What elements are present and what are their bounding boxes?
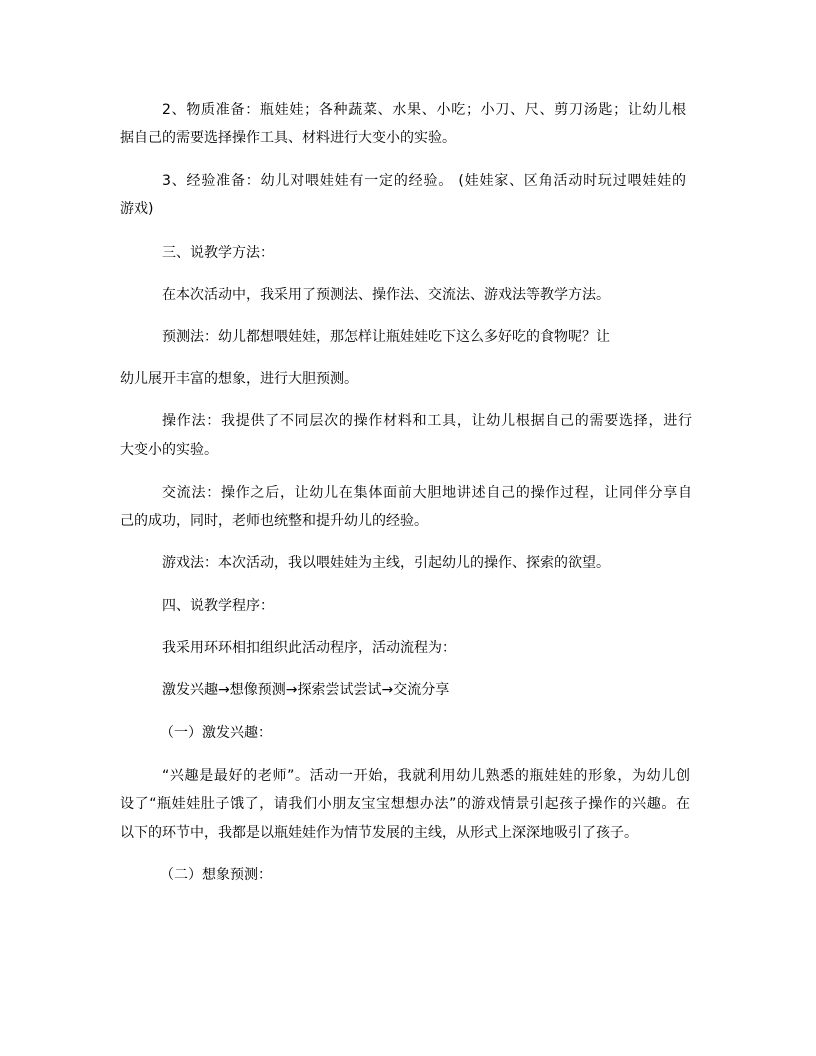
paragraph-line: 游戏) xyxy=(120,201,154,217)
subsection-heading: （一）激发兴趣： xyxy=(160,725,272,741)
paragraph-line: 己的成功，同时，老师也统整和提升幼儿的经验。 xyxy=(120,513,428,529)
section-heading: 四、说教学程序： xyxy=(162,598,274,614)
paragraph-line: 3、经验准备：幼儿对喂娃娃有一定的经验。 (娃娃家、区角活动时玩过喂娃娃的 xyxy=(162,173,686,189)
paragraph-line: 据自己的需要选择操作工具、材料进行大变小的实验。 xyxy=(120,130,456,146)
section-heading: 三、说教学方法： xyxy=(162,245,274,261)
paragraph-line: 激发兴趣→想像预测→探索尝试尝试→交流分享 xyxy=(162,682,450,698)
paragraph-line: 交流法：操作之后，让幼儿在集体面前大胆地讲述自己的操作过程，让同伴分享自 xyxy=(162,485,692,501)
paragraph-line: 设了“瓶娃娃肚子饿了，请我们小朋友宝宝想想办法”的游戏情景引起孩子操作的兴趣。在 xyxy=(120,796,690,812)
paragraph-line: 预测法：幼儿都想喂娃娃，那怎样让瓶娃娃吃下这么多好吃的食物呢？让 xyxy=(162,329,610,345)
paragraph-line: 大变小的实验。 xyxy=(120,442,218,458)
paragraph-line: “兴趣是最好的老师”。活动一开始，我就利用幼儿熟悉的瓶娃娃的形象，为幼儿创 xyxy=(162,768,690,784)
paragraph-line: 操作法：我提供了不同层次的操作材料和工具，让幼儿根据自己的需要选择，进行 xyxy=(162,413,692,429)
paragraph-line: 游戏法：本次活动，我以喂娃娃为主线，引起幼儿的操作、探索的欲望。 xyxy=(162,555,610,571)
paragraph-line: 幼儿展开丰富的想象，进行大胆预测。 xyxy=(120,371,358,387)
paragraph-line: 以下的环节中，我都是以瓶娃娃作为情节发展的主线，从形式上深深地吸引了孩子。 xyxy=(120,825,638,841)
paragraph-line: 在本次活动中，我采用了预测法、操作法、交流法、游戏法等教学方法。 xyxy=(162,287,610,303)
paragraph-line: 2、物质准备：瓶娃娃；各种蔬菜、水果、小吃；小刀、尺、剪刀汤匙；让幼儿根 xyxy=(162,102,686,118)
paragraph-line: 我采用环环相扣组织此活动程序，活动流程为： xyxy=(162,640,456,656)
subsection-heading: （二）想象预测： xyxy=(160,867,272,883)
